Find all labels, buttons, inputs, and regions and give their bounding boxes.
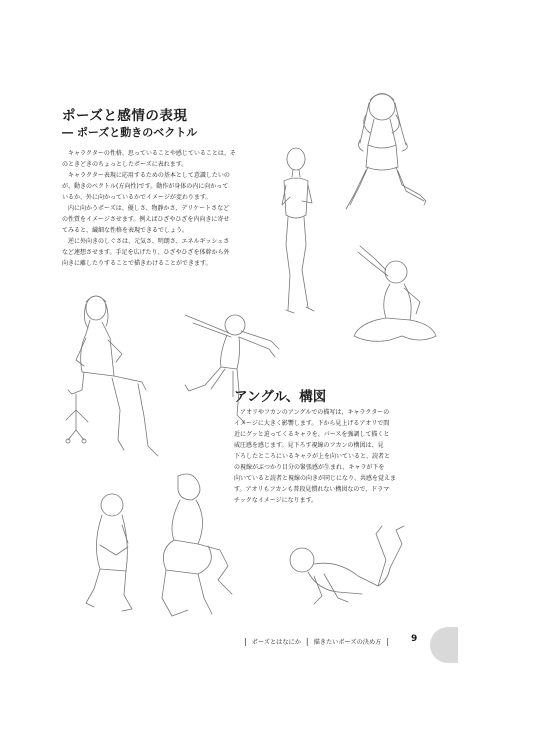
section1-title: ポーズと感情の表現 — [62, 108, 188, 124]
footer-separator: | — [244, 637, 247, 646]
sketch-sitting-arm-raised — [340, 240, 440, 355]
footer-separator: | — [386, 637, 390, 646]
body-line: 下ろしたところにいるキャラが上を向いていると、読者と — [234, 453, 391, 460]
footer-separator: | — [305, 637, 309, 646]
body-line: 近にグッと迫ってくるキャラを、パースを強調して描くと — [234, 431, 390, 438]
sketch-sitting-knee-up — [148, 470, 238, 625]
running-footer — [244, 637, 389, 646]
body-line: キャラクター表現に応用するための基本として意識したいの — [68, 172, 230, 179]
footer-section: 描きたいポーズの決め方 — [313, 639, 382, 646]
sketch-kneeling-girl — [330, 85, 430, 220]
page-thumb-tab — [430, 627, 458, 663]
sketch-standing-figure — [268, 145, 328, 320]
section1-subtitle: ― ポーズと動きのベクトル — [62, 126, 198, 139]
body-line: 逆に外向きのしぐさは、元気さ、明朗さ、エネルギッシュさ — [68, 238, 230, 245]
sketch-lying-figure — [278, 520, 413, 610]
body-line: の視線がぶつかり目分の緊張感が生まれ、キャラが下を — [234, 464, 385, 471]
sketch-lunging-figure — [175, 305, 285, 430]
body-line: てみると、繊細な性格を表現できるでしょう。 — [62, 227, 188, 234]
body-line: イメージに大きく影響します。下から見上げるアオリで間 — [234, 420, 390, 427]
body-line: など連想させます。手足を広げたり、ひざやひざを体幹から外 — [62, 249, 230, 256]
body-line: いるか、外に向かっているかでイメージが変わります。 — [62, 194, 212, 201]
section1-body — [62, 148, 262, 269]
section2-title: アングル、構図 — [234, 389, 327, 405]
sketch-girl-on-chair — [62, 290, 172, 465]
body-line: 向きに離したりすることで描きわけることができます。 — [62, 260, 212, 267]
sketch-crouching-figure — [72, 485, 152, 615]
body-line: す。アオリもフカンも普段見慣れない構図なので、ドラマ — [234, 486, 390, 493]
body-line: 内に向かうポーズは、優しさ、物静かさ、デリケートさなど — [68, 205, 230, 212]
body-line: 向いていると読者と視線の向きが同じになり、共感を覚えま — [234, 475, 397, 482]
body-line: 威圧感を感じます。見下ろす視線のフカンの構図は、見 — [234, 442, 384, 449]
body-line: のときどきのちょっとしたポーズに表れます。 — [62, 161, 188, 168]
body-line: の性質をイメージさせます。例えばひざやひざを内向きに寄せ — [62, 216, 230, 223]
body-line: が、動きのベクトル(方向性)です。動作が身体の内に向かって — [62, 183, 229, 190]
body-line: キャラクターの性格、思っていることや感じていることは、そ — [68, 150, 236, 157]
page-number: 9 — [411, 634, 418, 644]
footer-chapter: ポーズとはなにか — [251, 639, 301, 646]
body-line: チックなイメージになります。 — [234, 497, 318, 504]
body-line: アオリやフカンのアングルでの描写は、キャラクターの — [240, 409, 390, 416]
